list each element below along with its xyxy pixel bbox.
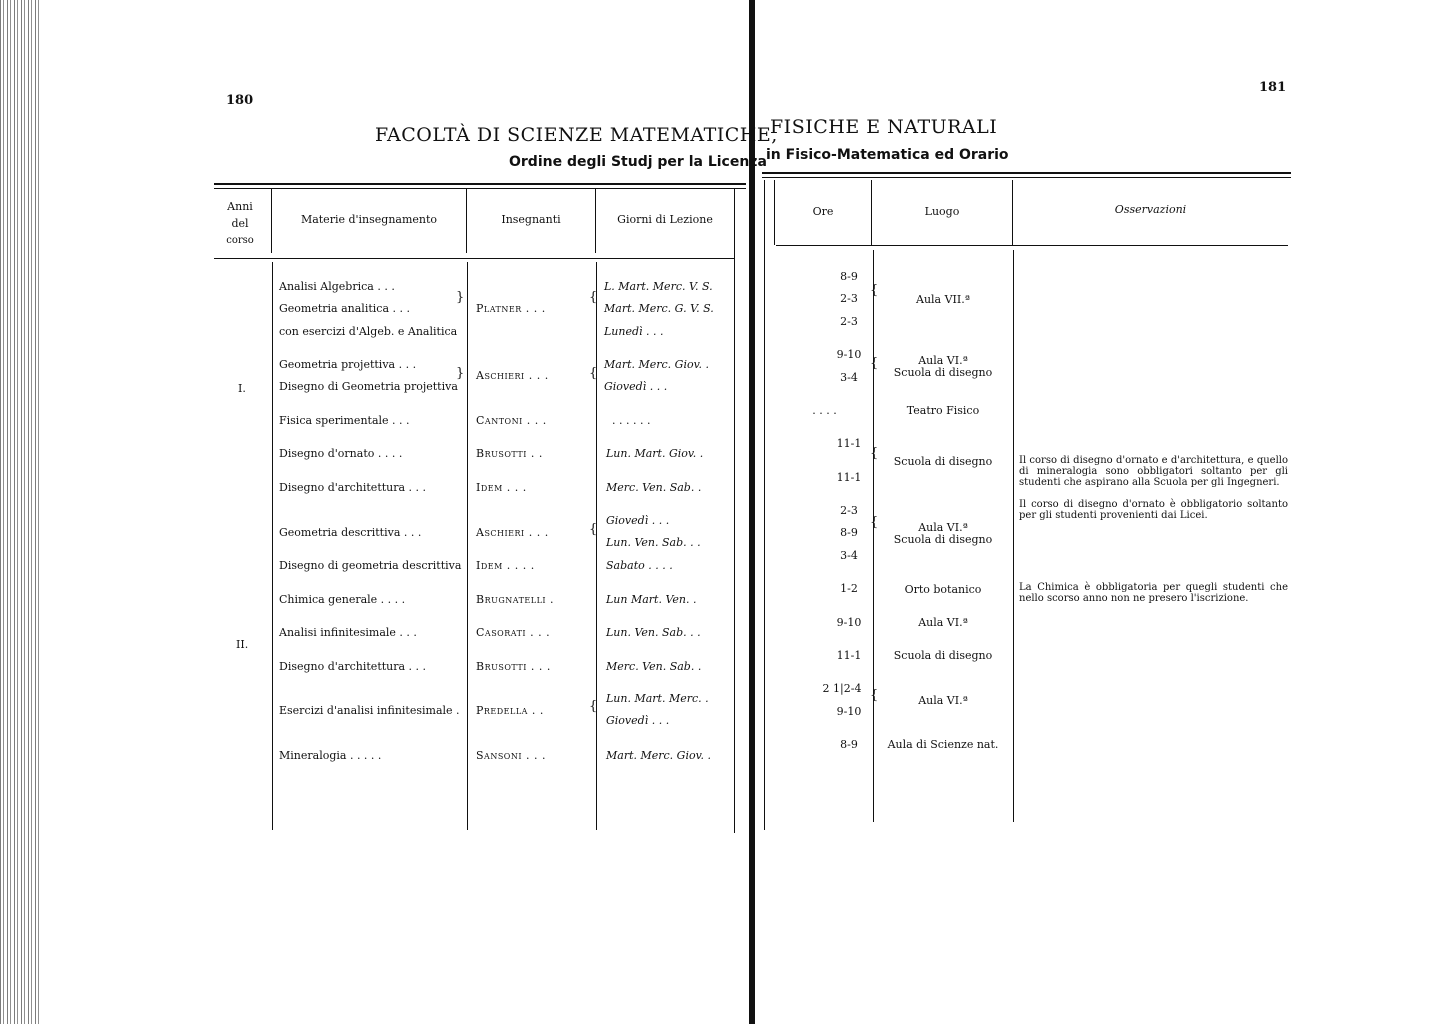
left-page-title: FACOLTÀ DI SCIENZE MATEMATICHE, xyxy=(375,124,778,146)
right-header-bottom-rule xyxy=(776,245,1288,246)
materia-cell: Disegno d'architettura . . . xyxy=(279,660,427,673)
ore-cell: 2-3 xyxy=(840,292,858,305)
materia-cell: Geometria descrittiva . . . xyxy=(279,526,422,539)
scanned-book-edge xyxy=(0,0,42,1024)
osservazione-note: Il corso di disegno d'ornato e d'architettura, e quello di mineralogia sono obbligatori soltanto per gli studenti che aspirano alla Scuola per gli Ingegneri. xyxy=(1019,455,1288,488)
luogo-cell: Aula di Scienze nat. xyxy=(887,738,999,751)
materia-cell: Geometria projettiva . . . xyxy=(279,358,417,371)
giorni-cell: Lun. Mart. Merc. . xyxy=(606,692,709,705)
insegnante-cell: Casorati . . . xyxy=(476,626,551,639)
insegnante-cell: Predella . . xyxy=(476,704,544,717)
left-header-bottom-rule xyxy=(214,258,734,259)
giorni-cell: Giovedì . . . xyxy=(606,714,670,727)
insegnante-cell: Brugnatelli . xyxy=(476,593,555,606)
ore-cell: 8-9 xyxy=(840,526,858,539)
brace-mark: { xyxy=(870,356,879,371)
giorni-cell: Mart. Merc. Giov. . xyxy=(606,749,712,762)
materia-cell: Disegno di geometria descrittiva xyxy=(279,559,462,572)
year-label: II. xyxy=(236,638,249,651)
insegnante-cell: Aschieri . . . xyxy=(476,369,549,382)
brace-mark: { xyxy=(589,522,598,537)
right-header-top-rule xyxy=(762,172,1291,178)
col-divider xyxy=(596,262,597,830)
giorni-cell: Merc. Ven. Sab. . xyxy=(606,660,702,673)
insegnante-cell: Brusotti . . . xyxy=(476,660,551,673)
ore-cell: 9-10 xyxy=(836,348,862,361)
ore-cell: 8-9 xyxy=(840,738,858,751)
materia-cell: Disegno d'architettura . . . xyxy=(279,481,427,494)
osservazione-note: La Chimica è obbligatoria per quegli studenti che nello scorso anno non ne presero l'iscrizione. xyxy=(1019,582,1288,604)
ore-cell: 11-1 xyxy=(836,437,862,450)
year-label: I. xyxy=(238,382,246,395)
ore-cell: 3-4 xyxy=(840,549,858,562)
right-page-number: 181 xyxy=(1259,80,1287,95)
ore-cell: 2-3 xyxy=(840,315,858,328)
ore-cell: 8-9 xyxy=(840,270,858,283)
materia-cell: Disegno d'ornato . . . . xyxy=(279,447,403,460)
materia-cell: Analisi infinitesimale . . . xyxy=(279,626,417,639)
insegnante-cell: Brusotti . . xyxy=(476,447,543,460)
luogo-cell: Aula VI.ª xyxy=(918,354,968,367)
giorni-cell: Mart. Merc. G. V. S. xyxy=(604,302,714,315)
ore-cell: 11-1 xyxy=(836,471,862,484)
brace-mark: } xyxy=(456,366,465,381)
header-osservazioni: Osservazioni xyxy=(1114,203,1187,216)
ore-cell: 9-10 xyxy=(836,616,862,629)
luogo-cell: Scuola di disegno xyxy=(893,366,993,379)
materia-cell: Analisi Algebrica . . . xyxy=(279,280,395,293)
ore-cell: 1-2 xyxy=(840,582,858,595)
materia-cell: Fisica sperimentale . . . xyxy=(279,414,410,427)
ore-cell: 9-10 xyxy=(836,705,862,718)
ore-cell: 3-4 xyxy=(840,371,858,384)
materia-cell: Geometria analitica . . . xyxy=(279,302,410,315)
brace-mark: { xyxy=(870,446,879,461)
giorni-cell: L. Mart. Merc. V. S. xyxy=(604,280,713,293)
giorni-cell: Lun Mart. Ven. . xyxy=(606,593,697,606)
left-table-right-border xyxy=(734,188,735,833)
luogo-cell: Scuola di disegno xyxy=(893,455,993,468)
brace-mark: { xyxy=(870,283,879,298)
giorni-cell: Giovedì . . . xyxy=(604,380,668,393)
materia-cell: Mineralogia . . . . . xyxy=(279,749,382,762)
giorni-cell: . . . . . . xyxy=(612,414,651,427)
right-page-subtitle: in Fisico-Matematica ed Orario xyxy=(766,147,1009,163)
brace-mark: } xyxy=(456,290,465,305)
osservazione-note: Il corso di disegno d'ornato è obbligatorio soltanto per gli studenti provenienti dai Licei. xyxy=(1019,499,1288,521)
materia-cell: Chimica generale . . . . xyxy=(279,593,406,606)
materia-cell: con esercizi d'Algeb. e Analitica xyxy=(279,325,458,338)
ore-cell: 11-1 xyxy=(836,649,862,662)
insegnante-cell: Aschieri . . . xyxy=(476,526,549,539)
giorni-cell: Mart. Merc. Giov. . xyxy=(604,358,710,371)
right-table-left-border xyxy=(764,180,765,830)
left-page-subtitle: Ordine degli Studj per la Licenza xyxy=(509,154,767,170)
header-materie: Materie d'insegnamento xyxy=(300,213,438,226)
brace-mark: { xyxy=(870,688,879,703)
giorni-cell: Sabato . . . . xyxy=(606,559,673,572)
header-anni: Anni del corso xyxy=(226,200,254,246)
col-divider xyxy=(467,262,468,830)
materia-cell: Esercizi d'analisi infinitesimale . xyxy=(279,704,460,717)
luogo-cell: Teatro Fisico xyxy=(906,404,980,417)
luogo-cell: Scuola di disegno xyxy=(893,649,993,662)
brace-mark: { xyxy=(589,699,598,714)
left-page-number: 180 xyxy=(226,93,254,108)
col-divider xyxy=(272,262,273,830)
materia-cell: Disegno di Geometria projettiva xyxy=(279,380,458,393)
luogo-cell: Aula VI.ª xyxy=(918,616,968,629)
header-insegnanti: Insegnanti xyxy=(501,213,561,226)
giorni-cell: Lunedì . . . xyxy=(604,325,664,338)
insegnante-cell: Sansoni . . . xyxy=(476,749,546,762)
giorni-cell: Lun. Mart. Giov. . xyxy=(606,447,704,460)
header-ore: Ore xyxy=(812,205,834,218)
insegnante-cell: Platner . . . xyxy=(476,302,546,315)
luogo-cell: Scuola di disegno xyxy=(893,533,993,546)
ore-cell: 2 1|2-4 xyxy=(822,682,862,695)
header-luogo: Luogo xyxy=(924,205,960,218)
insegnante-cell: Idem . . . . xyxy=(476,559,535,572)
ore-cell: 2-3 xyxy=(840,504,858,517)
luogo-cell: Aula VII.ª xyxy=(916,293,970,306)
giorni-cell: Giovedì . . . xyxy=(606,514,670,527)
luogo-cell: Aula VI.ª xyxy=(918,694,968,707)
header-giorni: Giorni di Lezione xyxy=(617,213,713,226)
luogo-cell: Orto botanico xyxy=(904,583,982,596)
brace-mark: { xyxy=(589,290,598,305)
ore-cell: . . . . xyxy=(812,404,837,417)
left-header-top-rule xyxy=(214,183,746,189)
luogo-cell: Aula VI.ª xyxy=(918,521,968,534)
brace-mark: { xyxy=(589,366,598,381)
brace-mark: { xyxy=(870,515,879,530)
col-divider xyxy=(1013,250,1014,822)
right-page-title: FISICHE E NATURALI xyxy=(770,116,998,138)
giorni-cell: Lun. Ven. Sab. . . xyxy=(606,536,701,549)
giorni-cell: Lun. Ven. Sab. . . xyxy=(606,626,701,639)
giorni-cell: Merc. Ven. Sab. . xyxy=(606,481,702,494)
insegnante-cell: Cantoni . . . xyxy=(476,414,547,427)
insegnante-cell: Idem . . . xyxy=(476,481,527,494)
